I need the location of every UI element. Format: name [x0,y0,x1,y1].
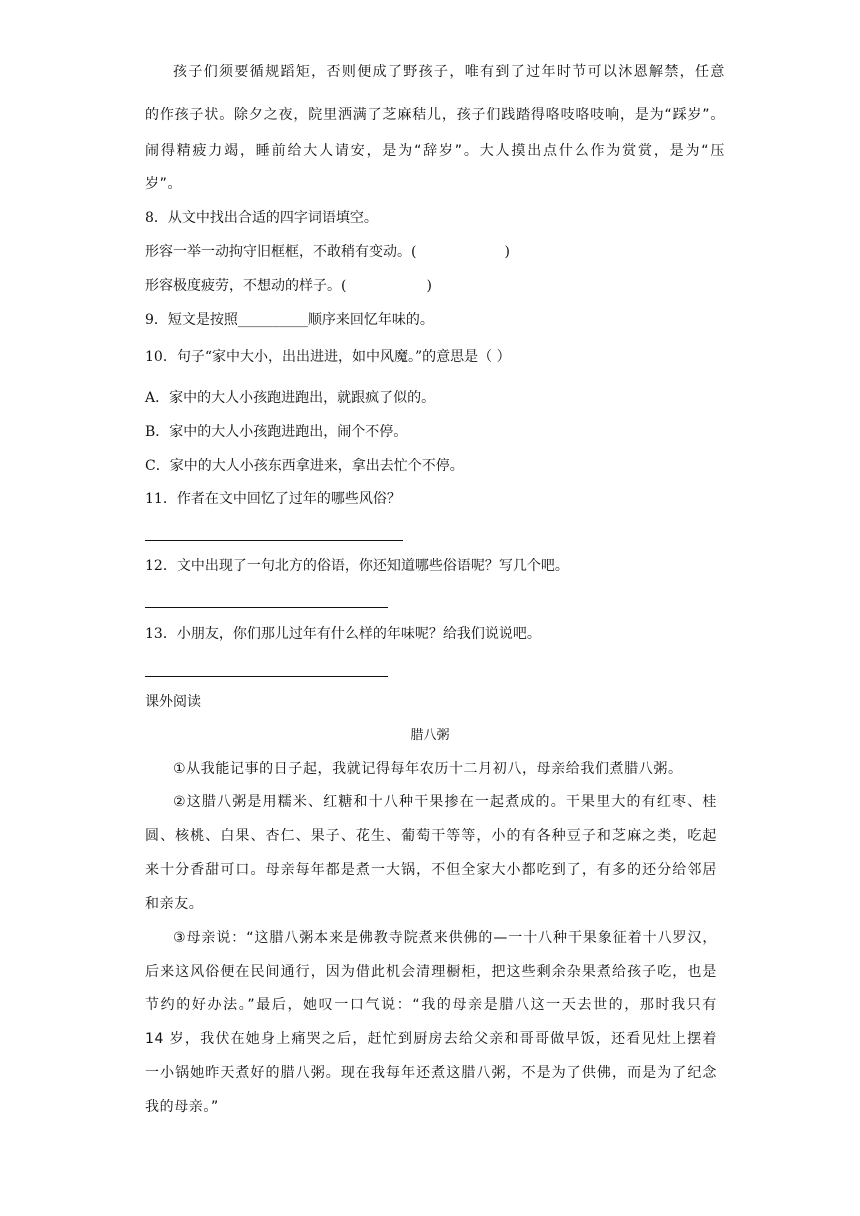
passage2-line-3: 圆、核桃、白果、杏仁、果子、花生、葡萄干等等，小的有各种豆子和芝麻之类，吃起 [145,828,717,844]
passage2-line-2: ②这腊八粥是用糯米、红糖和十八种干果掺在一起煮成的。干果里大的有红枣、桂 [173,794,717,810]
passage2-title: 腊八粥 [410,728,450,743]
question-8-item-2-text: 形容极度疲劳，不想动的样子。( [145,278,347,294]
passage2-line-6: ③母亲说：“这腊八粥本来是佛教寺院煮来供佛的—一十八种干果象征着十八罗汉， [173,930,717,946]
passage1-line-1: 孩子们须要循规蹈矩，否则便成了野孩子，唯有到了过年时节可以沐恩解禁，任意 [173,64,725,80]
question-8-stem: 8．从文中找出合适的四字词语填空。 [145,210,378,226]
passage2-line-4: 来十分香甜可口。母亲每年都是煮一大锅，不但全家大小都吃到了，有多的还分给邻居 [145,862,717,878]
question-9-suffix: 顺序来回忆年味的。 [307,312,434,328]
passage2-line-9: 14 岁，我伏在她身上痛哭之后，赶忙到厨房去给父亲和哥哥做早饭，还看见灶上摆着 [145,1031,717,1047]
passage1-line-3: 闹得精疲力竭，睡前给大人请安，是为“辞岁”。大人摸出点什么作为赏赏，是为“压 [145,143,725,159]
section-label-extracurricular-reading: 课外阅读 [145,694,201,710]
passage2-line-5: 和亲友。 [145,896,204,912]
passage2-line-7: 后来这风俗便在民间通行，因为借此机会清理橱柜，把这些剩余杂果煮给孩子吃，也是 [145,964,717,980]
question-11-answer-line[interactable] [145,540,403,541]
question-10-stem: 10．句子“家中大小，出出进进，如中风魔。”的意思是（ ） [145,349,511,365]
passage1-line-2: 的作孩子状。除夕之夜，院里洒满了芝麻秸儿，孩子们践踏得咯吱咯吱响，是为“踩岁”。 [145,107,725,123]
question-9-prefix: 9．短文是按照 [145,312,238,328]
question-8-item-1-text: 形容一举一动拘守旧框框，不敢稍有变动。( [145,244,417,260]
question-12-stem: 12．文中出现了一句北方的俗语，你还知道哪些俗语呢？写几个吧。 [145,558,569,574]
question-8-item-2 [145,276,432,296]
question-13-answer-line[interactable] [145,676,388,677]
question-9 [145,310,434,330]
question-10-option-a[interactable]: A．家中的大人小孩跑进跑出，就跟疯了似的。 [145,390,436,406]
passage2-line-1: ①从我能记事的日子起，我就记得每年农历十二月初八，母亲给我们煮腊八粥。 [173,761,683,777]
passage2-line-8: 节约的好办法。”最后，她叹一口气说：“我的母亲是腊八这一天去世的，那时我只有 [145,997,717,1013]
question-8-item-1-close: ) [504,244,510,260]
question-8-item-1 [145,242,510,262]
question-11-stem: 11．作者在文中回忆了过年的哪些风俗？ [145,491,401,507]
question-10-option-c[interactable]: C．家中的大人小孩东西拿进来，拿出去忙个不停。 [145,458,464,474]
question-10-option-b[interactable]: B．家中的大人小孩跑进跑出，闹个不停。 [145,424,408,440]
question-9-blank[interactable]: __________ [237,312,308,328]
passage2-line-11: 我的母亲。” [145,1099,219,1115]
question-13-stem: 13．小朋友，你们那儿过年有什么样的年味呢？给我们说说吧。 [145,626,541,642]
question-8-item-2-close: ) [426,278,432,294]
passage1-line-4: 岁”。 [145,176,183,192]
question-12-answer-line[interactable] [145,607,388,608]
passage2-line-10: 一小锅她昨天煮好的腊八粥。现在我每年还煮这腊八粥，不是为了供佛，而是为了纪念 [145,1065,717,1081]
